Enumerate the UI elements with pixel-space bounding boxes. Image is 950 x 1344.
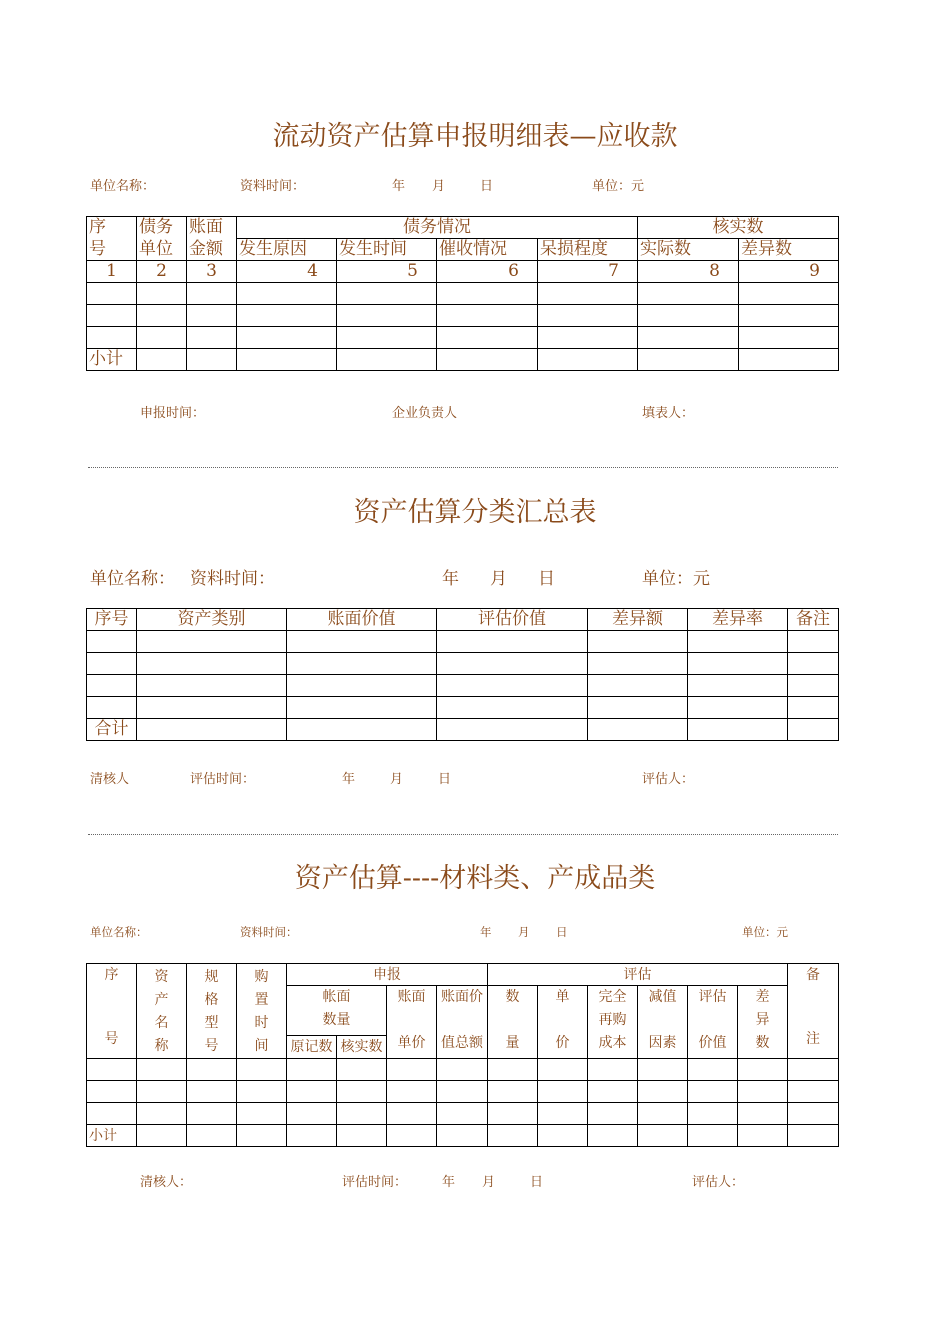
form3-month-label: 月 [518, 925, 530, 939]
header-actual: 实际数 [638, 239, 739, 261]
form3-unit-label: 单位：元 [742, 925, 788, 939]
header-verified-count: 核实数 [337, 1036, 387, 1059]
col-number: 3 [187, 261, 237, 283]
header-debtor-bottom: 单位 [137, 239, 187, 261]
col-header: 差异率 [688, 609, 788, 631]
table-row [87, 1059, 839, 1081]
header-difference: 差 异 数 [738, 986, 788, 1059]
form3-data-time-label: 资料时间： [240, 925, 298, 939]
form2-day-label-footer: 日 [438, 772, 452, 787]
form3-title: 资产估算----材料类、产成品类 [294, 863, 656, 894]
form2-unit-label: 单位：元 [642, 569, 710, 589]
col-header: 备注 [788, 609, 839, 631]
header-seq-top: 序 [87, 217, 137, 239]
form3-unit-name-label: 单位名称： [90, 925, 148, 939]
col-header: 序号 [87, 609, 137, 631]
form2-day-label: 日 [538, 569, 555, 589]
form1-report-time-label: 申报时间： [140, 406, 206, 421]
header-unit-price: 单 价 [538, 986, 588, 1059]
form1-day-label: 日 [480, 179, 494, 194]
col-number: 9 [739, 261, 839, 283]
form3-checker-label: 清核人： [140, 1175, 193, 1190]
header-book-unit-price: 账面 单价 [387, 986, 437, 1059]
subtotal-label: 小计 [87, 349, 137, 371]
form3-year-label: 年 [480, 925, 492, 939]
col-number: 6 [437, 261, 538, 283]
col-number: 1 [87, 261, 137, 283]
header-row [87, 609, 839, 631]
form1-head-label: 企业负责人 [392, 406, 458, 421]
header-book-top: 账面 [187, 217, 237, 239]
header-book-total-value: 账面价 值总额 [437, 986, 488, 1059]
form1-year-label: 年 [392, 179, 406, 194]
form3-eval-time-label: 评估时间： [342, 1175, 408, 1190]
form2-unit-name-label: 单位名称： [90, 569, 175, 589]
header-verified-amount: 核实数 [638, 217, 839, 239]
header-loss: 呆损程度 [538, 239, 638, 261]
col-number: 5 [337, 261, 437, 283]
col-header: 账面价值 [287, 609, 437, 631]
form3-day-label-footer: 日 [530, 1175, 544, 1190]
form2-month-label: 月 [490, 569, 507, 589]
form2-data-time-label: 资料时间： [190, 569, 275, 589]
header-time: 发生时间 [337, 239, 437, 261]
column-number-row [87, 261, 839, 283]
header-seq: 序 号 [87, 964, 137, 1059]
form2-eval-time-label: 评估时间： [190, 772, 256, 787]
table-row [87, 283, 839, 305]
form2-checker-label: 清核人 [90, 772, 130, 787]
total-row [87, 719, 839, 741]
form1-filler-label: 填表人： [642, 406, 695, 421]
form2-year-label-footer: 年 [342, 772, 356, 787]
materials-products-table [86, 963, 839, 1147]
header-replacement-cost: 完全 再购 成本 [588, 986, 638, 1059]
header-quantity: 数 量 [488, 986, 538, 1059]
header-remark: 备 注 [788, 964, 839, 1059]
form2-evaluator-label: 评估人： [642, 772, 695, 787]
receivables-table [86, 216, 839, 371]
table-row [87, 327, 839, 349]
header-book-quantity: 帐面 数量 [287, 986, 387, 1036]
form3-day-label: 日 [556, 925, 568, 939]
form2-title: 资产估算分类汇总表 [353, 497, 597, 528]
header-eval-value: 评估 价值 [688, 986, 738, 1059]
header-asset-name: 资 产 名 称 [137, 964, 187, 1059]
header-diff: 差异数 [739, 239, 839, 261]
form1-unit-name-label: 单位名称： [90, 179, 156, 194]
table-row [87, 1103, 839, 1125]
header-cause: 发生原因 [237, 239, 337, 261]
col-number: 2 [137, 261, 187, 283]
table-row [87, 1081, 839, 1103]
form3-month-label-footer: 月 [482, 1175, 496, 1190]
header-report-group: 申报 [287, 964, 488, 986]
col-number: 4 [237, 261, 337, 283]
subtotal-row [87, 1125, 839, 1147]
header-debt-situation: 债务情况 [237, 217, 638, 239]
col-header: 资产类别 [137, 609, 287, 631]
header-spec: 规 格 型 号 [187, 964, 237, 1059]
header-purchase-time: 购 置 时 间 [237, 964, 287, 1059]
section-divider [88, 467, 838, 468]
form3-evaluator-label: 评估人： [692, 1175, 745, 1190]
total-label: 合计 [87, 719, 137, 741]
form2-month-label-footer: 月 [390, 772, 404, 787]
table-row [87, 697, 839, 719]
col-number: 7 [538, 261, 638, 283]
form1-unit-label: 单位：元 [592, 179, 645, 194]
asset-summary-table [86, 608, 839, 741]
form3-year-label-footer: 年 [442, 1175, 456, 1190]
header-seq-bottom: 号 [87, 239, 137, 261]
table-row [87, 631, 839, 653]
form1-data-time-label: 资料时间： [240, 179, 306, 194]
subtotal-row [87, 349, 839, 371]
table-row [87, 675, 839, 697]
col-header: 差异额 [588, 609, 688, 631]
subtotal-label: 小计 [87, 1125, 137, 1147]
section-divider [88, 834, 838, 835]
header-original-count: 原记数 [287, 1036, 337, 1059]
col-number: 8 [638, 261, 739, 283]
table-row [87, 653, 839, 675]
header-depreciation: 减值 因素 [638, 986, 688, 1059]
header-book-bottom: 金额 [187, 239, 237, 261]
table-row [87, 305, 839, 327]
header-debtor-top: 债务 [137, 217, 187, 239]
form1-title: 流动资产估算申报明细表—应收款 [272, 121, 678, 152]
form2-year-label: 年 [442, 569, 459, 589]
form1-month-label: 月 [432, 179, 446, 194]
header-eval-group: 评估 [488, 964, 788, 986]
col-header: 评估价值 [437, 609, 588, 631]
header-collection: 催收情况 [437, 239, 538, 261]
